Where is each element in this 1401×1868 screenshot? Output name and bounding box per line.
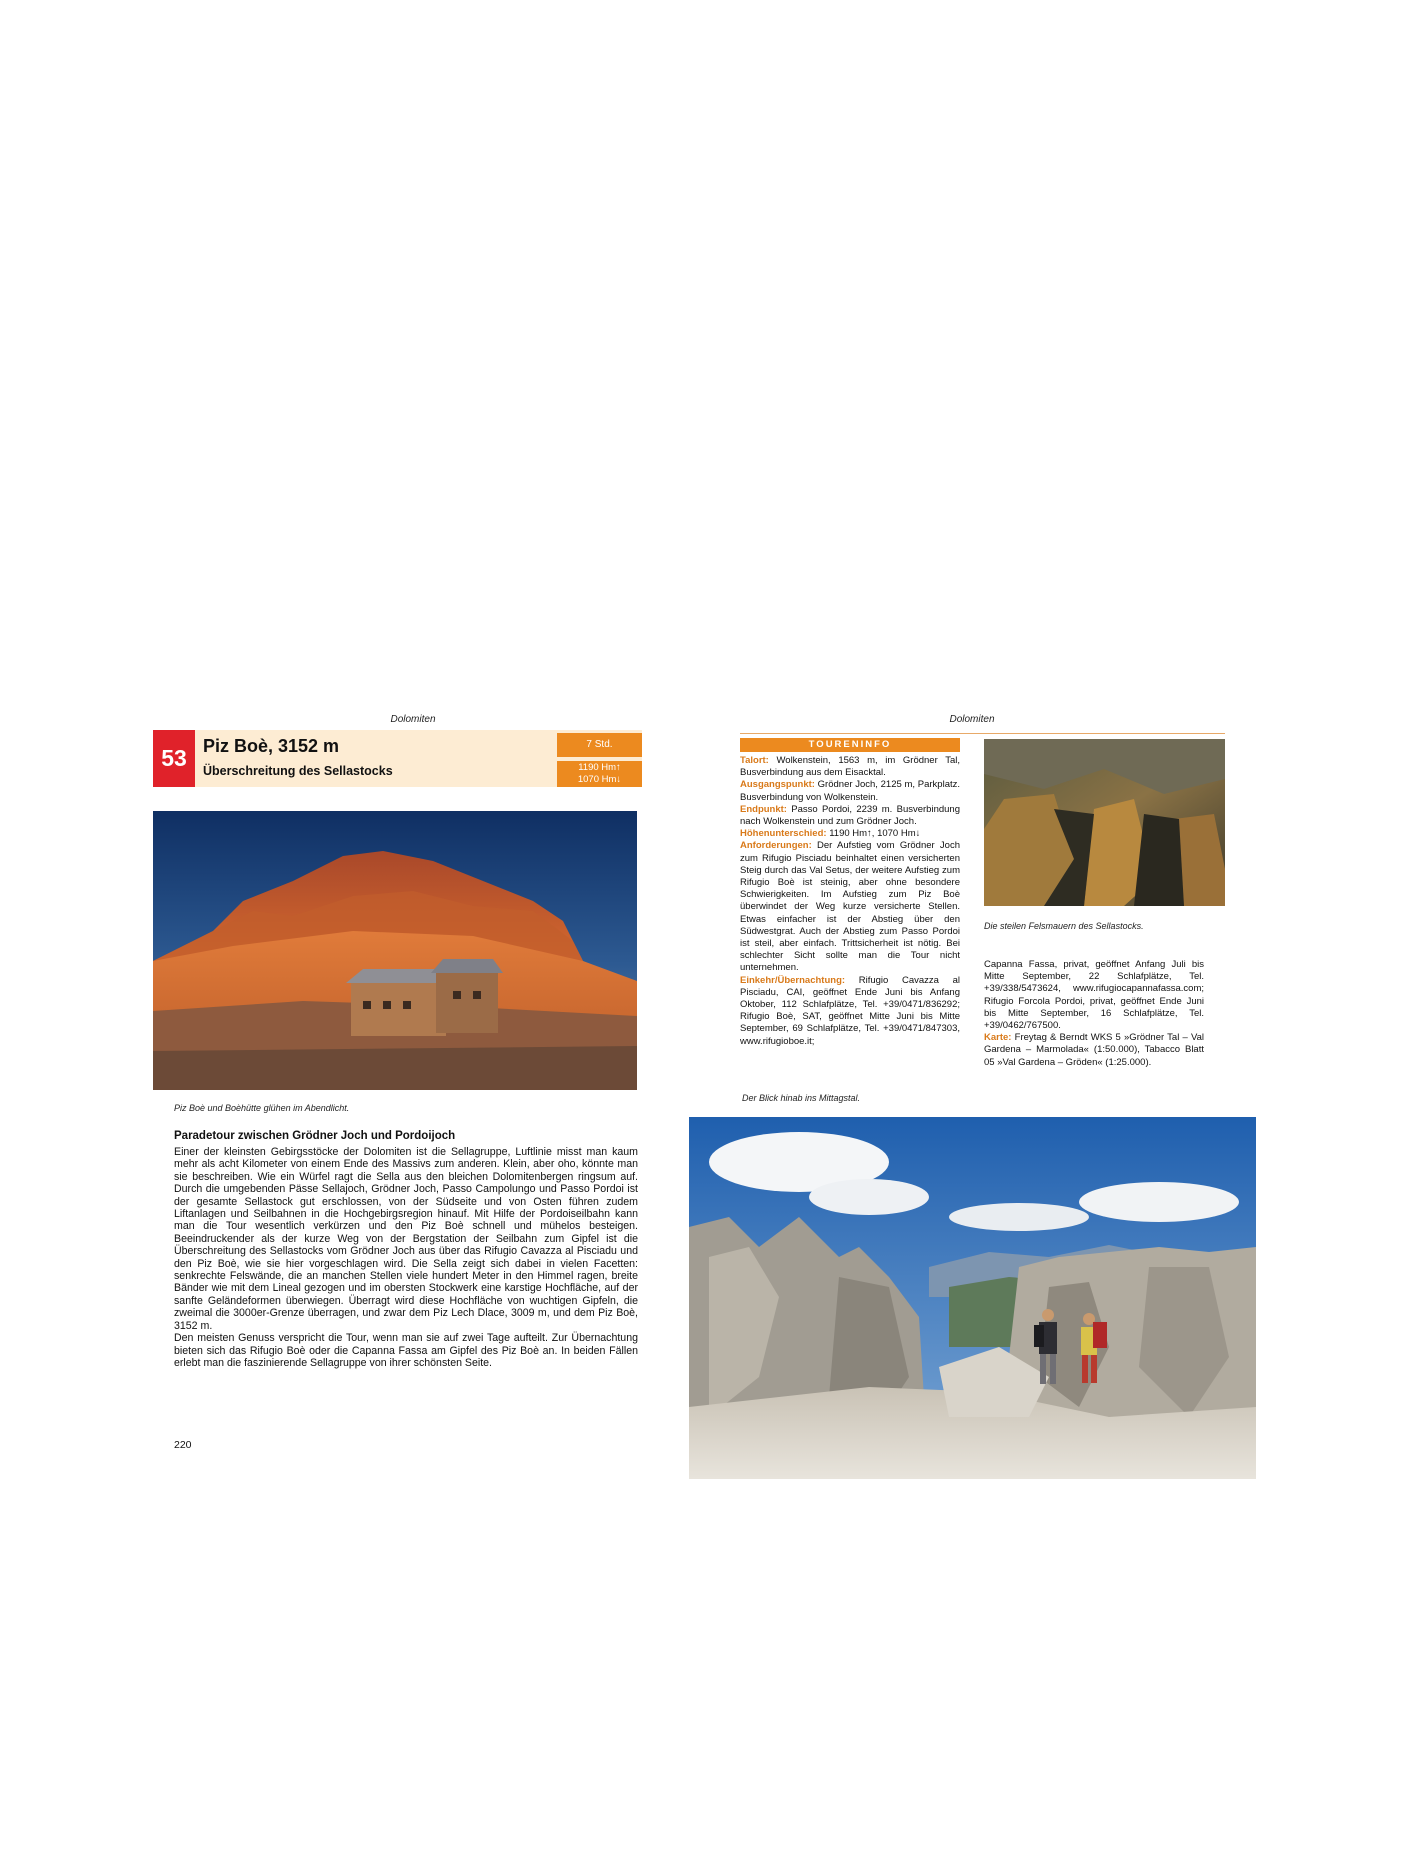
tour-title: Piz Boè, 3152 m	[203, 736, 340, 756]
einkehr-value: Rifugio Cavazza al Pisciadu, CAI, geöffnet Ende Juni bis Anfang Oktober, 112 Schlafplätze, Tel. +39/0471/836292; Rifugio Boè, SAT, geöffnet Mitte Juni bis Mitte September, 69 Schlafplätze, Tel. +39/0471/847303, www.rifugioboe.it;	[740, 974, 960, 1047]
tourinfo-heading: TOURENINFO	[740, 738, 960, 752]
karte-value: Freytag & Berndt WKS 5 »Grödner Tal – Val Gardena – Marmolada« (1:50.000), Tabacco Blatt 05 »Val Gardena – Gröden« (1:25.000).	[984, 1032, 1204, 1068]
photo-piz-boe-hut	[153, 811, 637, 1090]
header-rule	[740, 733, 1225, 734]
hoehe-label: Höhenunterschied:	[740, 828, 827, 840]
photo-sella-walls	[984, 739, 1225, 906]
photo-caption-right-bottom: Der Blick hinab ins Mittagstal.	[742, 1093, 861, 1103]
karte-label: Karte:	[984, 1032, 1012, 1044]
photo-caption-left: Piz Boè und Boèhütte glühen im Abendlicht.	[174, 1103, 350, 1113]
paragraph-2: Den meisten Genuss verspricht die Tour, wenn man sie auf zwei Tage aufteilt. Zur Übernachtung bieten sich das Rifugio Boè oder die Capanna Fassa am Gipfel des Piz Boè an. In beiden Fällen erlebt man die faszinierende Sellagruppe von ihrer schönsten Seite.	[174, 1332, 638, 1369]
ausgang-value: Grödner Joch, 2125 m, Parkplatz. Busverbindung von Wolkenstein.	[740, 779, 961, 803]
ascent-value: 1190 Hm↑	[578, 762, 621, 773]
body-text	[174, 1146, 638, 1369]
einkehr-continued: Capanna Fassa, privat, geöffnet Anfang Juli bis Mitte September, 22 Schlafplätze, Tel. +39/338/5473624, www.rifugiocapannafassa.com; Rifugio Forcola Pordoi, privat, geöffnet Ende Juni bis Mitte September, 16 Schlafplätze, Tel. +39/0462/767500.	[984, 959, 1204, 1032]
tour-number-badge: 53	[153, 730, 195, 787]
paragraph-1: Einer der kleinsten Gebirgsstöcke der Dolomiten ist die Sellagruppe, Luftlinie misst man kaum mehr als acht Kilometer von einem Ende des Massivs zum anderen. Klein, aber oho, könnte man sie beschreiben. Wie ein Würfel ragt die Sella aus den bleichen Dolomitenbergen ringsum auf. Durch die umgebenden Pässe Sellajoch, Grödner Joch, Passo Campolungo und Passo Pordoi ist der gesamte Sellastock gut erschlossen, von der Südseite und von Osten führen zudem Liftanlagen und Seilbahnen in die Hochgebirgsregion hinauf. Mit Hilfe der Pordoiseilbahn kann man die Tour wesentlich verkürzen und den Piz Boè schnell und mühelos besteigen. Beeindruckender als der kurze Weg von der Bergstation der Seilbahn zum Gipfel ist die Überschreitung des Sellastocks vom Grödner Joch aus über das Rifugio Cavazza al Pisciadu und den Piz Boè, wie sie hier vorgeschlagen wird. Die Sella zeigt sich dabei in vielen Facetten: senkrechte Felswände, die an manchen Stellen viele hundert Meter in den Himmel ragen, breite Bänder wie mit dem Lineal gezogen und im obersten Stockwerk eine karstige Hochfläche, auf der sanfte Geländeformen überwiegen. Überragt wird diese Hochfläche von wuchtigen Gipfeln, die zweimal die 3000er-Grenze überragen, und zwar dem Piz Lech Dlace, 3009 m, und dem Piz Boè, 3152 m.	[174, 1146, 638, 1332]
tourinfo-column-2	[984, 959, 1204, 1069]
talort-label: Talort:	[740, 755, 769, 766]
photo-mittagstal-hikers	[689, 1117, 1256, 1479]
einkehr-label: Einkehr/Übernachtung:	[740, 974, 846, 986]
photo-caption-right-top: Die steilen Felsmauern des Sellastocks.	[984, 921, 1144, 931]
end-label: Endpunkt:	[740, 803, 787, 815]
tour-subtitle: Überschreitung des Sellastocks	[203, 764, 393, 778]
end-value: Passo Pordoi, 2239 m. Busverbindung nach Wolkenstein und zum Grödner Joch.	[740, 803, 960, 828]
duration-badge: 7 Std.	[557, 733, 642, 757]
running-head-left: Dolomiten	[390, 714, 436, 725]
anforderungen-value: Der Aufstieg vom Grödner Joch zum Rifugio Pisciadu beinhaltet einen versicherten Steig durch das Val Setus, der weitere Aufstieg zum Rifugio Boè ist steinig, aber ohne besondere Schwierigkeiten. Im Aufstieg zum Piz Boè überwindet der Weg kurze versicherte Stellen. Etwas einfacher ist der Abstieg über den Südwestgrat. Auch der Abstieg zum Passo Pordoi ist steil, aber einfach. Trittsicherheit ist nötig. Bei schlechter Sicht sollte man die Tour nicht unternehmen.	[740, 840, 960, 974]
anforderungen-label: Anforderungen:	[740, 840, 812, 852]
page-number: 220	[174, 1439, 192, 1451]
tourinfo-column-1	[740, 755, 960, 1048]
ausgang-label: Ausgangspunkt:	[740, 779, 815, 791]
section-heading: Paradetour zwischen Grödner Joch und Pordoijoch	[174, 1130, 456, 1142]
hoehe-value: 1190 Hm↑, 1070 Hm↓	[829, 828, 921, 840]
running-head-right: Dolomiten	[949, 714, 995, 725]
descent-value: 1070 Hm↓	[577, 774, 622, 785]
elevation-badge	[557, 761, 642, 787]
talort-value: Wolkenstein, 1563 m, im Grödner Tal, Busverbindung aus dem Eisacktal.	[740, 755, 960, 779]
